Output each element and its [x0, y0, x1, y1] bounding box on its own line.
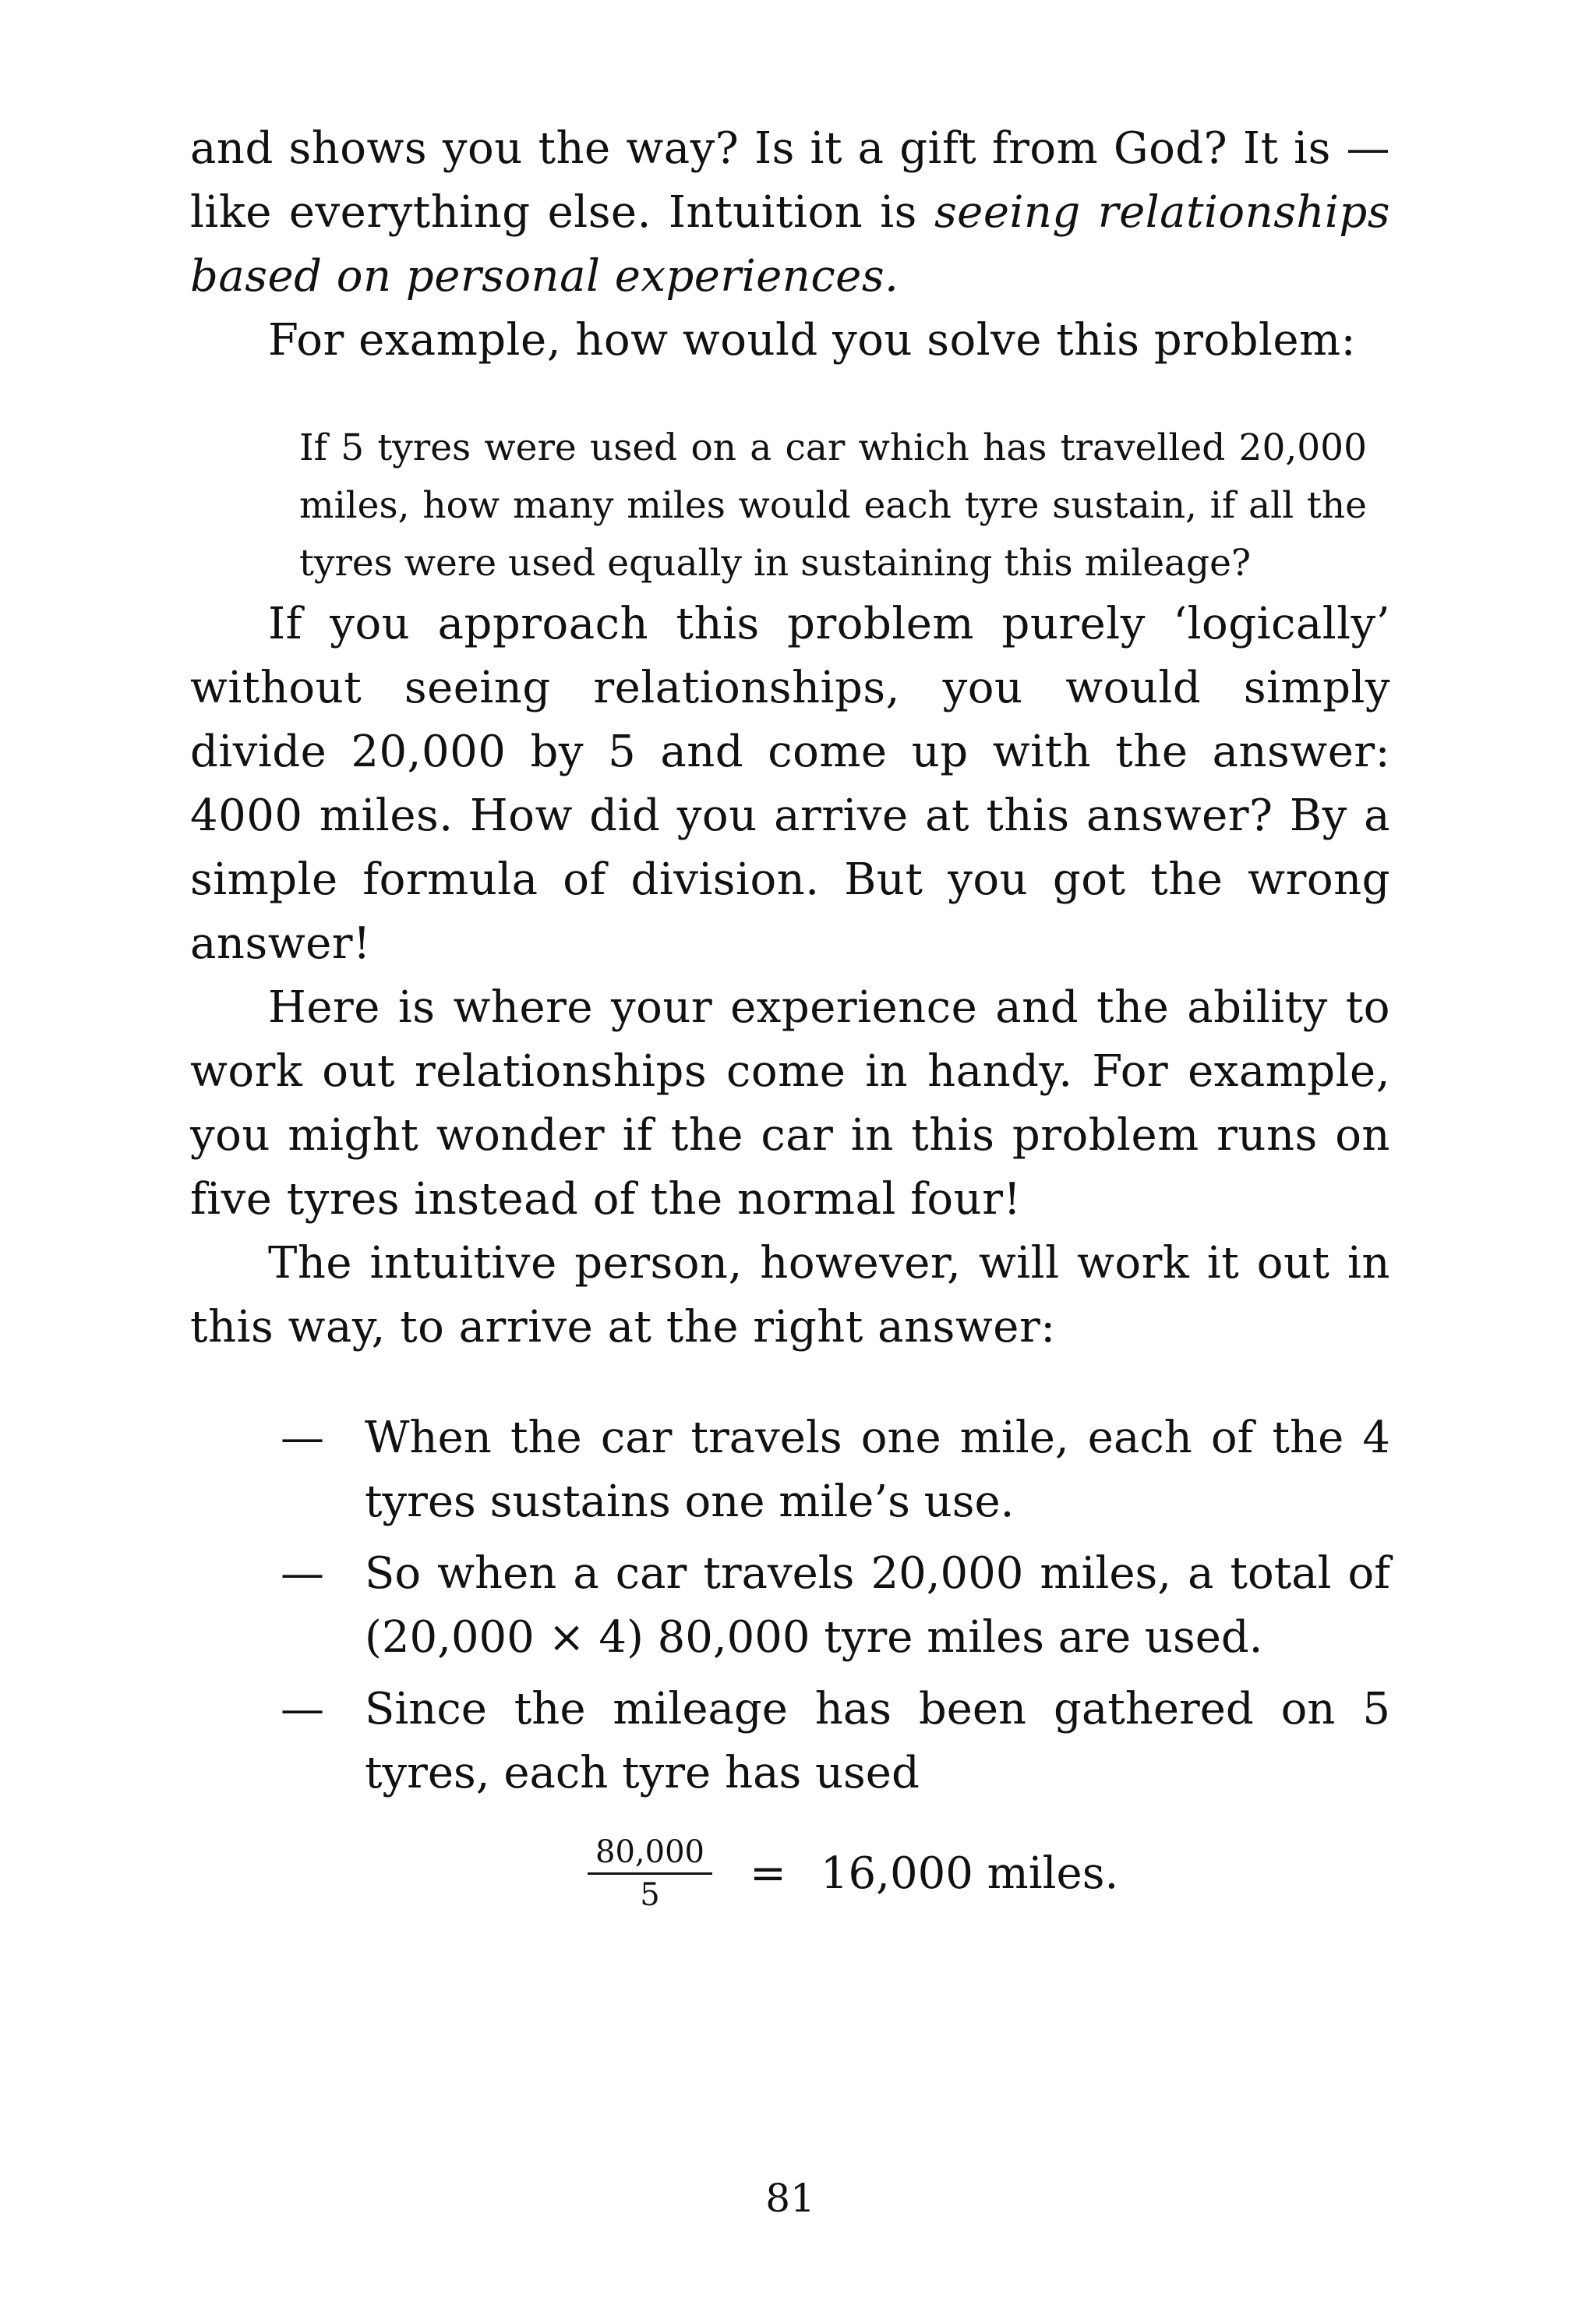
fraction-numerator: 80,000: [588, 1833, 712, 1875]
fraction-denominator: 5: [640, 1877, 660, 1913]
step-dash: —: [281, 1684, 324, 1734]
paragraph-intuition: [190, 117, 1390, 309]
step-text: Since the mileage has been gathered on 5 tyres, each tyre has used: [365, 1684, 1390, 1798]
fraction: [588, 1833, 712, 1914]
step-text: When the car travels one mile, each of the 4 tyres sustains one mile’s use.: [365, 1413, 1390, 1527]
paragraph-intuitive-person: The intuitive person, however, will work it out in this way, to arrive at the right answer:: [190, 1238, 1390, 1352]
paragraph-example-intro: For example, how would you solve this problem:: [268, 315, 1356, 366]
equals-sign: =: [749, 1847, 786, 1899]
paragraph-logical-approach: If you approach this problem purely ‘logically’ without seeing relationships, you would simply divide 20,000 by 5 and come up with the answer: 4000 miles. How did you arrive at this answer? By a simple formula of division. But you got the wrong answer!: [190, 599, 1390, 969]
step-dash: —: [281, 1413, 324, 1463]
problem-quote: If 5 tyres were used on a car which has travelled 20,000 miles, how many miles would each tyre sustain, if all the tyres were used equally in sustaining this mileage?: [299, 426, 1367, 585]
page-number: 81: [765, 2176, 815, 2221]
paragraph-experience: Here is where your experience and the ability to work out relationships come in handy. For example, you might wonder if the car in this problem runs on five tyres instead of the normal four!: [190, 982, 1390, 1225]
step-text: So when a car travels 20,000 miles, a total of (20,000 × 4) 80,000 tyre miles are used.: [365, 1548, 1390, 1663]
paragraph-intuition-text: and shows you the way? Is it a gift from God? It is — like everything else. Intuition is: [190, 123, 1390, 238]
solution-steps: [190, 1406, 1390, 1805]
solution-step: [190, 1542, 1390, 1670]
solution-step: [190, 1678, 1390, 1805]
division-formula: [588, 1833, 1390, 1914]
step-dash: —: [281, 1548, 324, 1599]
solution-step: [190, 1406, 1390, 1534]
book-page: [190, 117, 1390, 2253]
paragraph-intuition-italic: seeing relationships based on personal experiences.: [190, 187, 1390, 302]
formula-result: 16,000 miles.: [820, 1847, 1119, 1899]
